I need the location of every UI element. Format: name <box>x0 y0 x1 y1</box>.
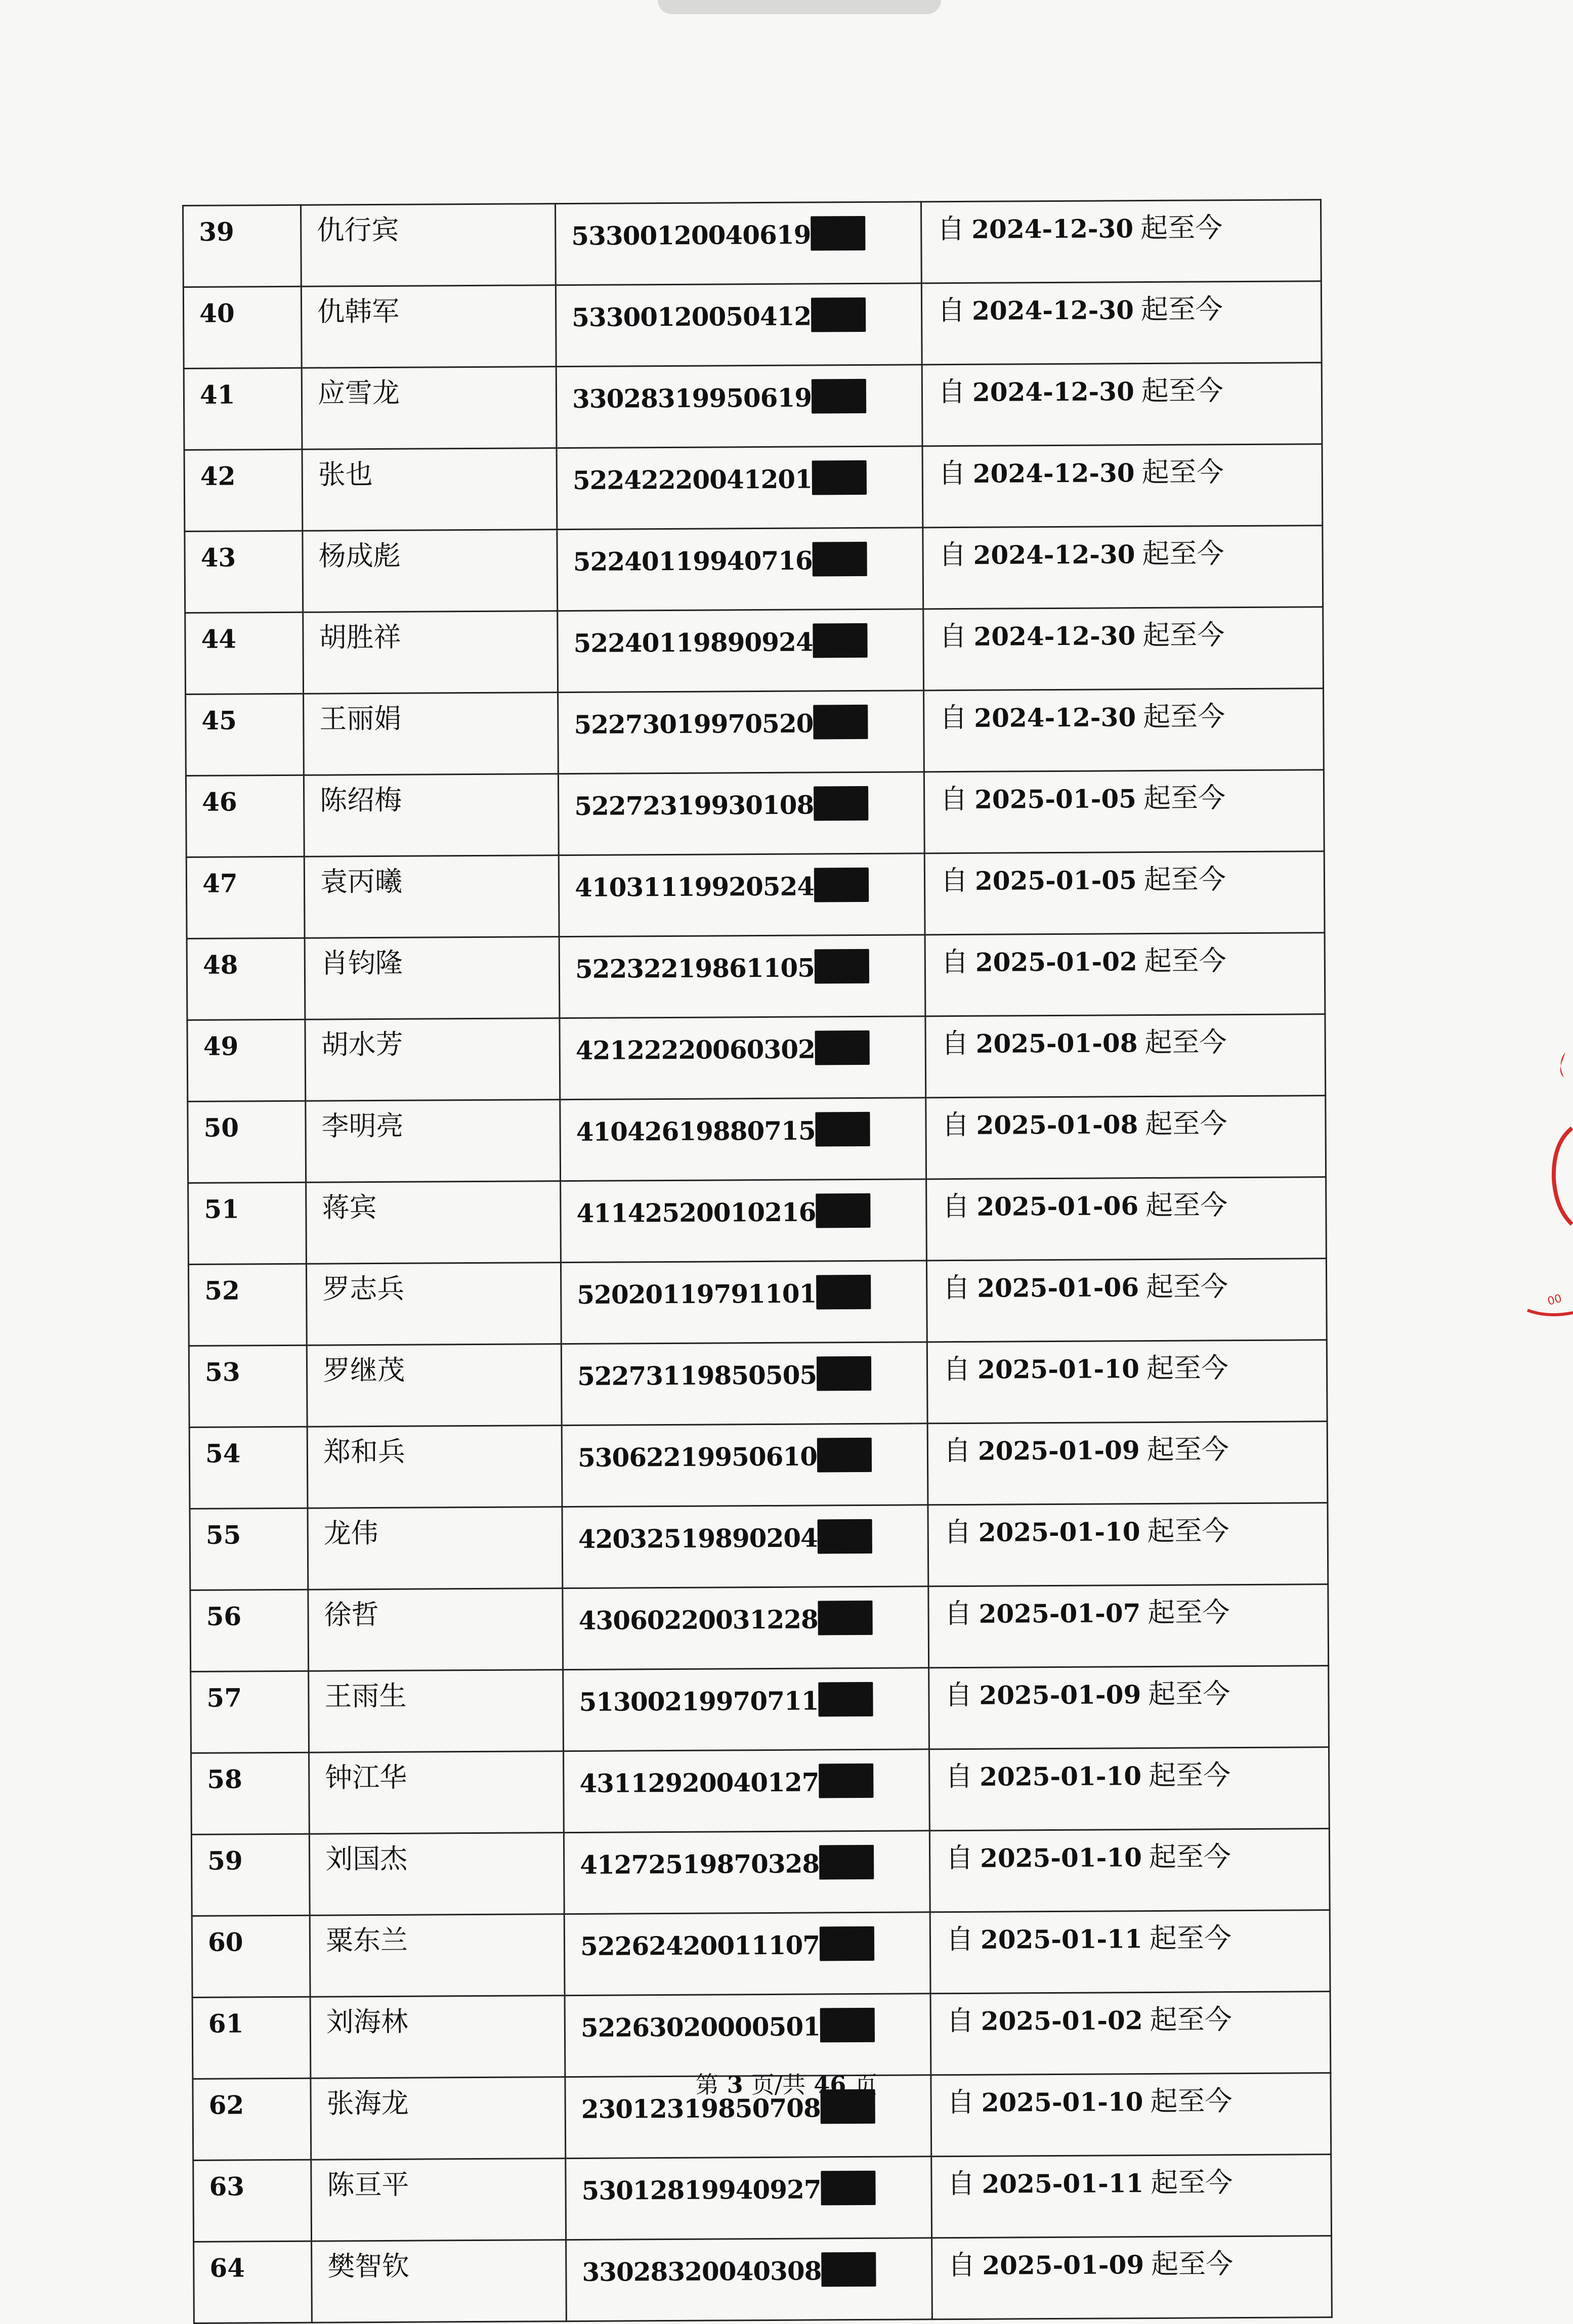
date-suffix: 起至今 <box>1146 1352 1229 1385</box>
redaction-block <box>816 1275 871 1310</box>
id-number: 43112920040127 <box>579 1767 819 1798</box>
date-suffix: 起至今 <box>1144 944 1226 977</box>
footer-mid: 页/共 <box>751 2071 806 2098</box>
start-date: 2025-01-11 <box>982 2168 1144 2199</box>
person-name: 应雪龙 <box>302 367 557 450</box>
start-date: 2024-12-30 <box>973 539 1135 570</box>
table-row <box>191 1747 1330 1835</box>
table-row <box>188 1096 1326 1183</box>
row-number: 59 <box>191 1834 310 1916</box>
redaction-block <box>815 1030 870 1065</box>
row-number: 53 <box>189 1345 307 1427</box>
date-cell <box>921 281 1322 365</box>
date-prefix: 自 <box>940 783 968 815</box>
red-seal-stamp <box>1517 1042 1573 1325</box>
person-name: 罗志兵 <box>306 1263 561 1346</box>
date-suffix: 起至今 <box>1148 1759 1231 1792</box>
start-date: 2025-01-06 <box>977 1272 1139 1303</box>
id-number-cell <box>559 935 925 1018</box>
start-date: 2025-01-07 <box>979 1598 1141 1629</box>
id-number: 43060220031228 <box>578 1604 818 1636</box>
date-cell <box>922 363 1322 446</box>
id-number-cell <box>561 1261 927 1344</box>
date-suffix: 起至今 <box>1143 863 1226 896</box>
date-suffix: 起至今 <box>1149 1840 1231 1873</box>
personnel-table <box>182 199 1333 2324</box>
date-suffix: 起至今 <box>1142 700 1225 733</box>
table-row <box>183 281 1322 369</box>
id-number-cell <box>560 1016 926 1100</box>
redaction-block <box>819 1763 873 1798</box>
date-cell <box>930 1992 1331 2075</box>
table-row <box>193 2155 1332 2242</box>
date-suffix: 起至今 <box>1149 1922 1231 1955</box>
date-prefix: 自 <box>946 2004 974 2037</box>
row-number: 42 <box>184 449 303 531</box>
date-suffix: 起至今 <box>1150 2003 1232 2036</box>
date-cell <box>927 1340 1327 1424</box>
date-prefix: 自 <box>944 1597 972 1630</box>
redaction-block <box>820 2008 875 2043</box>
id-number-cell <box>563 1586 929 1670</box>
table-row <box>188 1177 1327 1265</box>
date-prefix: 自 <box>945 1841 973 1874</box>
start-date: 2025-01-05 <box>974 865 1137 896</box>
id-number-cell <box>560 1098 926 1181</box>
start-date: 2025-01-10 <box>980 1842 1142 1873</box>
id-number: 52232219861105 <box>575 953 815 984</box>
id-number: 53300120050412 <box>572 301 812 332</box>
start-date: 2024-12-30 <box>973 621 1136 652</box>
date-cell <box>926 1096 1326 1179</box>
id-number: 33028319950619 <box>572 382 812 414</box>
date-prefix: 自 <box>948 2249 975 2282</box>
id-number-cell <box>563 1668 929 1751</box>
date-suffix: 起至今 <box>1150 2085 1232 2118</box>
person-name: 罗继茂 <box>307 1344 562 1427</box>
id-number-cell <box>555 202 921 285</box>
table-row <box>194 2236 1332 2323</box>
date-prefix: 自 <box>944 1516 971 1548</box>
start-date: 2025-01-02 <box>981 2005 1143 2036</box>
redaction-block <box>815 949 869 984</box>
date-prefix: 自 <box>947 2086 974 2119</box>
id-number-cell <box>558 609 924 693</box>
person-name: 李明亮 <box>306 1100 561 1183</box>
person-name: 张海龙 <box>311 2077 566 2160</box>
person-name: 张也 <box>302 448 557 531</box>
id-number-cell <box>557 528 923 611</box>
page-footer <box>0 2067 1573 2100</box>
date-prefix: 自 <box>945 1760 973 1793</box>
redaction-block <box>817 1356 871 1391</box>
date-prefix: 自 <box>939 538 966 571</box>
row-number: 62 <box>193 2078 311 2160</box>
person-name: 胡水芳 <box>305 1018 560 1101</box>
redaction-block <box>821 2171 875 2206</box>
date-prefix: 自 <box>942 1190 970 1223</box>
id-number: 52242220041201 <box>572 464 813 495</box>
person-name: 仇行宾 <box>301 204 556 287</box>
date-cell <box>926 1177 1327 1261</box>
id-number-cell <box>562 1424 928 1507</box>
id-number: 53012819940927 <box>581 2174 821 2206</box>
person-name: 王丽娟 <box>304 693 559 776</box>
id-number: 52272319930108 <box>574 790 814 821</box>
person-name: 郑和兵 <box>307 1426 562 1509</box>
date-prefix: 自 <box>946 1923 974 1956</box>
start-date: 2025-01-11 <box>980 1924 1142 1955</box>
id-number: 52240119940716 <box>573 545 813 577</box>
table-row <box>186 688 1324 776</box>
id-number: 42032519890204 <box>578 1523 818 1554</box>
id-number-cell <box>557 446 923 530</box>
redaction-block <box>811 216 865 251</box>
row-number: 48 <box>187 938 305 1020</box>
start-date: 2025-01-05 <box>974 784 1137 814</box>
date-prefix: 自 <box>938 375 966 408</box>
scan-top-edge <box>658 0 941 14</box>
date-suffix: 起至今 <box>1142 537 1224 570</box>
redaction-block <box>817 1438 872 1473</box>
table-row <box>187 1014 1326 1102</box>
table-row <box>184 363 1322 450</box>
stamp-arc <box>1554 1128 1572 1224</box>
redaction-block <box>813 705 868 740</box>
date-prefix: 自 <box>941 1027 969 1060</box>
start-date: 2024-12-30 <box>972 376 1134 407</box>
footer-page-number: 3 <box>727 2071 743 2098</box>
person-name: 樊智钦 <box>312 2240 567 2323</box>
redaction-block <box>811 297 866 332</box>
person-name: 钟江华 <box>309 1751 564 1834</box>
start-date: 2025-01-08 <box>975 1028 1138 1059</box>
date-suffix: 起至今 <box>1144 1026 1227 1059</box>
date-cell <box>929 1829 1330 1912</box>
date-cell <box>923 607 1324 691</box>
row-number: 43 <box>185 531 303 613</box>
row-number: 46 <box>186 775 304 857</box>
row-number: 56 <box>190 1589 309 1671</box>
table-row <box>192 1910 1330 1998</box>
date-cell <box>932 2236 1332 2319</box>
date-suffix: 起至今 <box>1143 782 1226 814</box>
id-number-cell <box>561 1179 927 1263</box>
start-date: 2025-01-10 <box>978 1517 1140 1547</box>
table-row <box>189 1422 1328 1509</box>
redaction-block <box>818 1519 872 1554</box>
table-row <box>183 200 1322 287</box>
start-date: 2025-01-08 <box>976 1109 1138 1140</box>
redaction-block <box>813 623 867 658</box>
person-name: 刘海林 <box>310 1996 565 2079</box>
redaction-block <box>812 379 866 414</box>
id-number: 52273019970520 <box>574 708 814 740</box>
date-prefix: 自 <box>943 1271 970 1304</box>
id-number: 53062219950610 <box>577 1441 818 1473</box>
start-date: 2024-12-30 <box>971 295 1134 326</box>
date-prefix: 自 <box>943 1434 971 1467</box>
id-number: 33028320040308 <box>582 2256 822 2287</box>
id-number-cell <box>564 1749 930 1833</box>
footer-total-pages: 46 <box>814 2071 846 2098</box>
stamp-arc-bottom <box>1527 1310 1573 1315</box>
row-number: 39 <box>183 205 302 287</box>
start-date: 2025-01-09 <box>977 1435 1140 1466</box>
person-name: 胡胜祥 <box>303 611 558 694</box>
id-number-cell <box>565 1994 931 2077</box>
date-cell <box>928 1503 1328 1586</box>
date-cell <box>924 770 1324 853</box>
row-number: 54 <box>189 1427 308 1509</box>
id-number: 52273119850505 <box>577 1360 817 1391</box>
table-row <box>187 933 1325 1020</box>
date-prefix: 自 <box>943 1353 971 1386</box>
table-row <box>189 1340 1327 1428</box>
table-row <box>191 1829 1330 1916</box>
date-prefix: 自 <box>941 945 969 978</box>
table-row <box>191 1666 1329 1753</box>
redaction-block <box>821 2252 876 2287</box>
id-number: 51300219970711 <box>579 1686 819 1717</box>
person-name: 粟东兰 <box>310 1914 565 1997</box>
id-number: 41031119920524 <box>574 871 815 902</box>
date-suffix: 起至今 <box>1151 2166 1233 2199</box>
person-name: 刘国杰 <box>309 1833 564 1916</box>
id-number-cell <box>561 1342 927 1426</box>
date-prefix: 自 <box>939 620 967 653</box>
date-suffix: 起至今 <box>1148 1677 1230 1710</box>
date-cell <box>924 688 1324 772</box>
table-row <box>188 1259 1327 1346</box>
person-name: 陈绍梅 <box>304 774 559 857</box>
id-number: 52240119890924 <box>573 627 813 658</box>
date-prefix: 自 <box>937 212 965 245</box>
date-cell <box>926 1259 1327 1342</box>
redaction-block <box>815 1112 870 1147</box>
date-prefix: 自 <box>940 864 968 897</box>
id-number-cell <box>558 691 924 774</box>
start-date: 2025-01-10 <box>980 1761 1142 1792</box>
date-suffix: 起至今 <box>1145 1107 1227 1140</box>
person-name: 蒋宾 <box>306 1181 561 1264</box>
row-number: 63 <box>193 2160 312 2242</box>
redaction-block <box>816 1193 870 1228</box>
table-row <box>190 1584 1329 1672</box>
date-prefix: 自 <box>940 701 967 734</box>
id-number: 42122220060302 <box>575 1034 815 1065</box>
id-number-cell <box>566 2157 932 2240</box>
person-name: 杨成彪 <box>303 530 558 613</box>
date-cell <box>929 1666 1329 1749</box>
row-number: 44 <box>185 612 304 694</box>
row-number: 57 <box>191 1671 309 1753</box>
person-name: 王雨生 <box>309 1670 564 1753</box>
table-row <box>185 526 1323 613</box>
redaction-block <box>818 1601 873 1636</box>
stamp-mark-top <box>1560 1052 1565 1078</box>
id-number-cell <box>556 283 922 367</box>
redaction-block <box>814 786 868 821</box>
date-cell <box>925 933 1325 1016</box>
date-prefix: 自 <box>947 2167 975 2200</box>
start-date: 2025-01-06 <box>976 1191 1139 1222</box>
date-cell <box>927 1422 1328 1505</box>
table-row <box>192 1992 1331 2079</box>
id-number: 41042619880715 <box>576 1115 816 1147</box>
id-number: 41272519870328 <box>580 1848 820 1880</box>
date-suffix: 起至今 <box>1147 1515 1229 1547</box>
row-number: 61 <box>192 1997 311 2079</box>
date-prefix: 自 <box>938 457 966 490</box>
date-cell <box>923 526 1323 609</box>
date-suffix: 起至今 <box>1141 456 1224 489</box>
date-cell <box>925 1014 1326 1098</box>
id-number: 53300120040619 <box>571 220 811 251</box>
row-number: 49 <box>187 1019 306 1101</box>
start-date: 2024-12-30 <box>972 458 1135 489</box>
id-number: 23012319850708 <box>581 2093 821 2124</box>
start-date: 2024-12-30 <box>971 213 1134 244</box>
id-number-cell <box>564 1831 930 1914</box>
table-row <box>186 851 1325 939</box>
id-number-cell <box>558 772 924 855</box>
date-prefix: 自 <box>945 1679 972 1711</box>
date-suffix: 起至今 <box>1146 1433 1229 1466</box>
person-name: 徐哲 <box>308 1588 563 1671</box>
table-row <box>184 444 1323 532</box>
date-cell <box>930 1910 1330 1994</box>
id-number: 52263020000501 <box>580 2011 821 2043</box>
date-cell <box>928 1584 1329 1668</box>
start-date: 2024-12-30 <box>974 702 1136 733</box>
date-cell <box>931 2155 1332 2238</box>
date-suffix: 起至今 <box>1145 1189 1228 1222</box>
start-date: 2025-01-09 <box>982 2250 1144 2280</box>
date-suffix: 起至今 <box>1145 1270 1228 1303</box>
redaction-block <box>818 1682 873 1717</box>
date-cell <box>929 1747 1330 1831</box>
row-number: 40 <box>183 286 302 368</box>
table-row <box>185 607 1324 695</box>
person-name: 肖钧隆 <box>305 937 560 1020</box>
date-prefix: 自 <box>937 294 965 327</box>
row-number: 41 <box>184 368 302 450</box>
date-suffix: 起至今 <box>1141 374 1223 407</box>
row-number: 51 <box>188 1182 307 1264</box>
row-number: 45 <box>186 694 304 776</box>
id-number: 52020119791101 <box>577 1278 817 1310</box>
row-number: 47 <box>186 856 305 938</box>
id-number: 41142520010216 <box>576 1197 816 1228</box>
row-number: 52 <box>188 1264 307 1346</box>
person-name: 陈亘平 <box>311 2159 566 2242</box>
footer-pre: 第 <box>695 2071 719 2098</box>
redaction-block <box>812 460 867 495</box>
redaction-block <box>820 1926 874 1961</box>
id-number-cell <box>556 365 922 448</box>
date-cell <box>921 200 1321 283</box>
person-name: 袁丙曦 <box>304 855 559 938</box>
date-suffix: 起至今 <box>1147 1596 1230 1629</box>
date-cell <box>922 444 1323 528</box>
person-name: 龙伟 <box>308 1507 563 1590</box>
row-number: 50 <box>188 1101 306 1183</box>
date-prefix: 自 <box>942 1108 969 1141</box>
row-number: 58 <box>191 1752 310 1834</box>
date-suffix: 起至今 <box>1142 619 1225 652</box>
date-suffix: 起至今 <box>1151 2248 1234 2280</box>
table-row <box>186 770 1324 857</box>
start-date: 2025-01-02 <box>975 946 1137 977</box>
row-number: 60 <box>192 1915 310 1997</box>
row-number: 55 <box>190 1508 308 1590</box>
footer-post: 页 <box>854 2071 878 2098</box>
redaction-block <box>813 542 867 577</box>
table-body <box>183 200 1332 2323</box>
row-number: 64 <box>194 2241 312 2323</box>
start-date: 2025-01-10 <box>981 2087 1143 2118</box>
person-name: 仇韩军 <box>301 285 556 368</box>
date-cell <box>924 851 1325 935</box>
redaction-block <box>814 868 869 902</box>
stamp-text: 00 <box>1546 1292 1563 1308</box>
id-number: 52262420011107 <box>580 1930 820 1961</box>
table-row <box>190 1503 1328 1590</box>
id-number-cell <box>564 1912 930 1996</box>
date-suffix: 起至今 <box>1140 211 1223 244</box>
date-suffix: 起至今 <box>1140 293 1223 326</box>
redaction-block <box>819 1845 874 1880</box>
id-number-cell <box>559 853 925 937</box>
start-date: 2025-01-09 <box>979 1680 1141 1710</box>
id-number-cell <box>562 1505 928 1588</box>
id-number-cell <box>566 2238 932 2321</box>
start-date: 2025-01-10 <box>977 1354 1140 1385</box>
